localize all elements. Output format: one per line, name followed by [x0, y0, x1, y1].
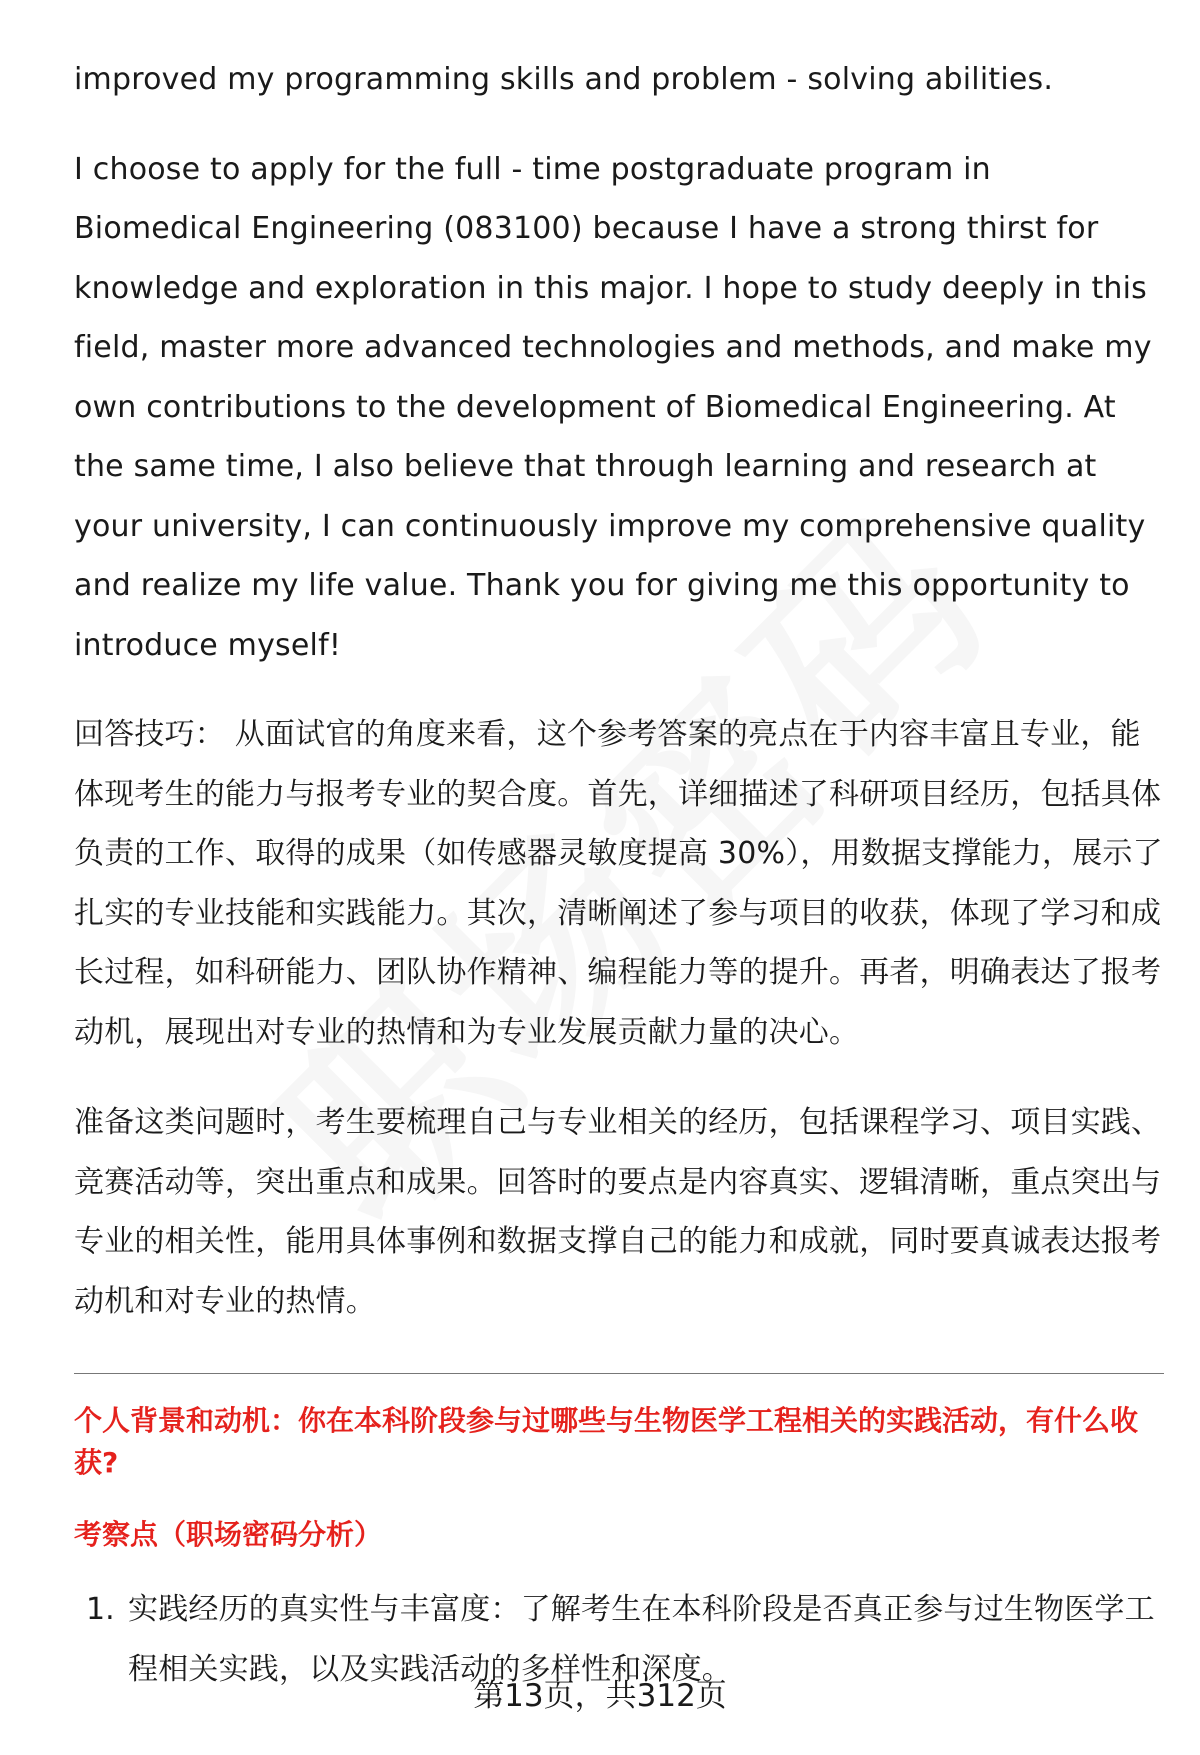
- answer-tips-paragraph: 回答技巧： 从面试官的角度来看，这个参考答案的亮点在于内容丰富且专业，能体现考生的能力与报考专业的契合度。首先，详细描述了科研项目经历，包括具体负责的工作、取得的成果（如传感器灵敏度提高 30%），用数据支撑能力，展示了扎实的专业技能和实践能力。其次，清晰阐述了参与项目的收获，体现了学习和成长过程，如科研能力、团队协作精神、编程能力等的提升。再者，明确表达了报考动机，展现出对专业的热情和为专业发展贡献力量的决心。: [74, 717, 1163, 1050]
- page-number: 第13页，共312页: [473, 1678, 727, 1714]
- assessment-heading: 考察点（职场密码分析）: [74, 1518, 383, 1551]
- document-page: [74, 50, 1164, 1699]
- list-item-number: 1.: [86, 1592, 115, 1627]
- preparation-advice-paragraph: 准备这类问题时，考生要梳理自己与专业相关的经历，包括课程学习、项目实践、竞赛活动等，突出重点和成果。回答时的要点是内容真实、逻辑清晰，重点突出与专业的相关性，能用具体事例和数据支撑自己的能力和成就，同时要真诚表达报考动机和对专业的热情。: [74, 1105, 1162, 1319]
- list-item-text: 实践经历的真实性与丰富度：了解考生在本科阶段是否真正参与过生物医学工程相关实践，以及实践活动的多样性和深度。: [128, 1592, 1155, 1687]
- section-divider: [74, 1373, 1164, 1374]
- question-title: 个人背景和动机：你在本科阶段参与过哪些与生物医学工程相关的实践活动，有什么收获?: [74, 1404, 1139, 1479]
- intro-motivation-paragraph: I choose to apply for the full - time postgraduate program in Biomedical Engineering (083100) because I have a strong thirst for knowledge and exploration in this major. I hope to study deeply in this field, master more advanced technologies and methods, and make my own contributions to the development of Biomedical Engineering. At the same time, I also believe that through learning and research at your university, I can continuously improve my comprehensive quality and realize my life value. Thank you for giving me this opportunity to introduce myself!: [74, 151, 1152, 663]
- intro-continuation-paragraph: improved my programming skills and problem - solving abilities.: [74, 62, 1054, 97]
